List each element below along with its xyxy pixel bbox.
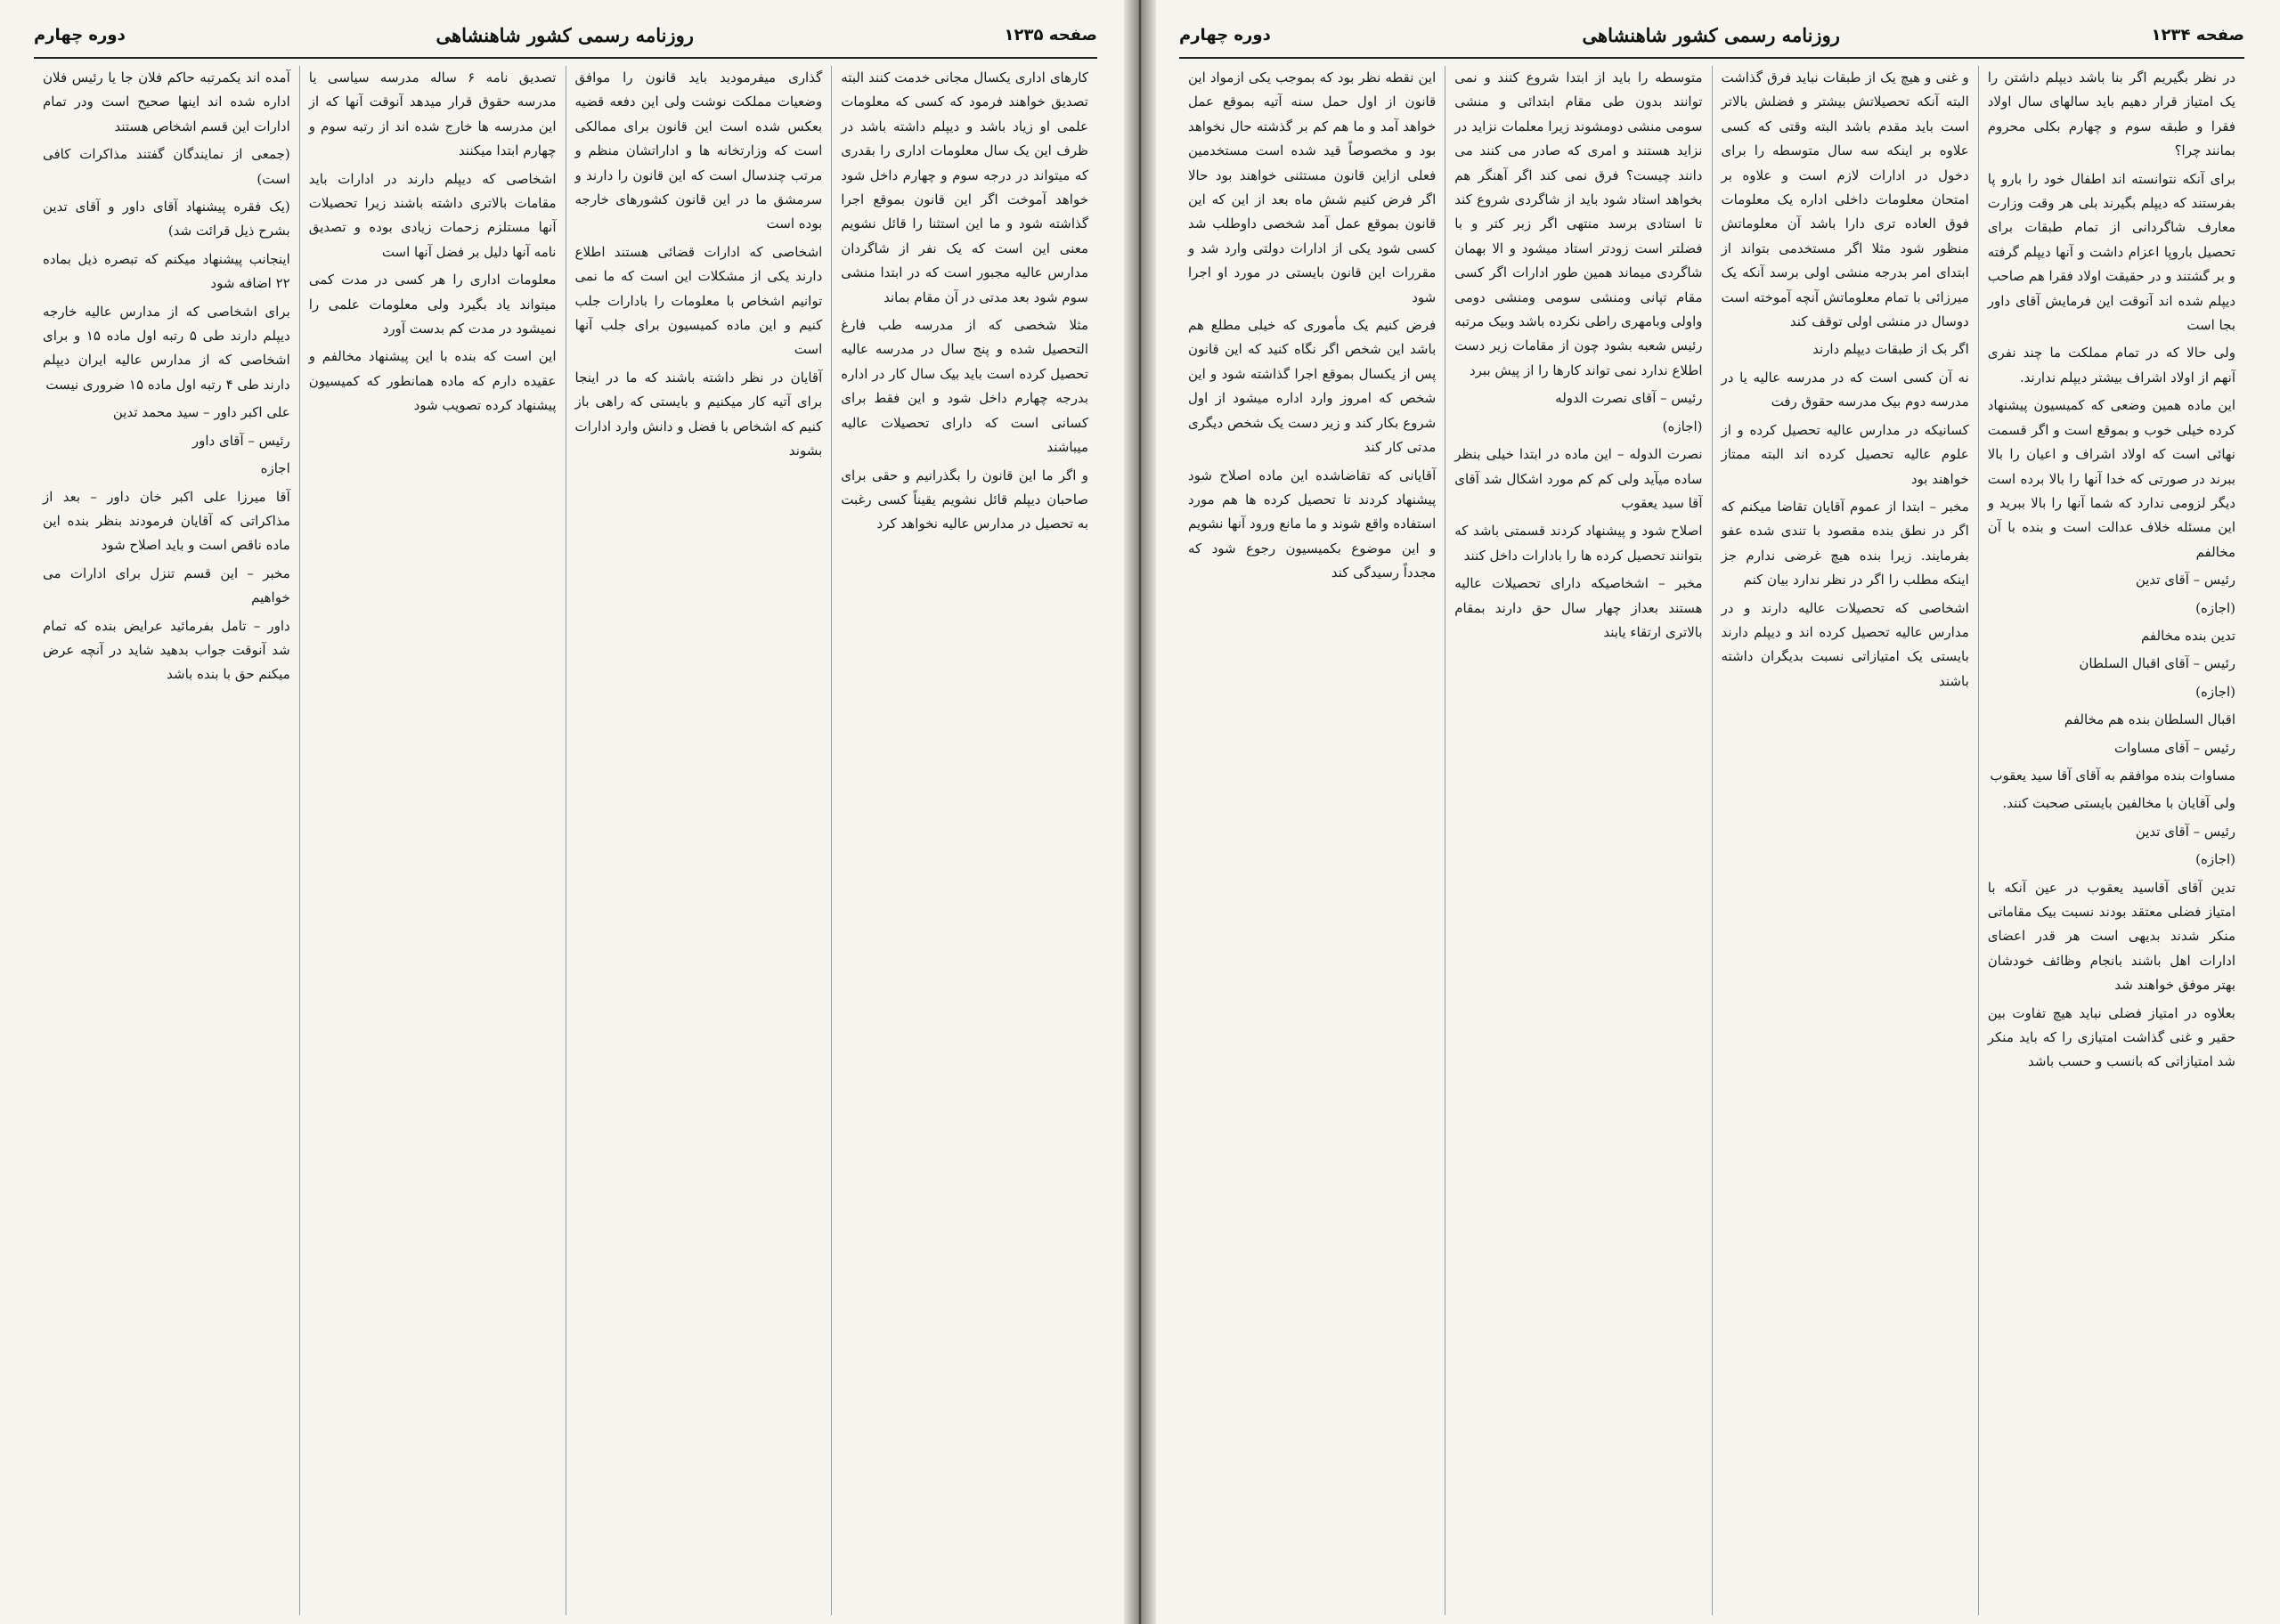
text-column [34, 66, 299, 1615]
paragraph: برای اشخاصی که از مدارس عالیه خارجه دیپلم دارند طی ۵ رتبه اول ماده ۱۵ و برای اشخاصی که از مدارس عالیه ایران دیپلم دارند طی ۴ رتبه اول ماده ۱۵ ضروری نیست [43, 303, 290, 393]
left-page-header [34, 12, 1097, 59]
paragraph: اشخاصی که ادارات قضائی هستند اطلاع دارند یکی از مشکلات این است که ما نمی توانیم اشخاص با معلومات را بادارات جلب کنیم و این ماده کمیسیون برای جلب آنها است [574, 243, 823, 358]
page-number: صفحه ۱۲۳۴ [2151, 25, 2244, 45]
paragraph: ولی آقایان با مخالفین بایستی صحبت کنند. [2002, 795, 2235, 812]
paragraph: (اجازه) [2195, 599, 2235, 616]
newspaper-title: روزنامه رسمی کشور شاهنشاهی [436, 23, 694, 46]
paragraph: برای آنکه نتوانسته اند اطفال خود را بارو پا بفرستند که دیپلم بگیرند بلی هر وقت وزارت معارف شاگردانی از تمام طبقات برای تحصیل باروپا اعزام داشت و آنها دیپلم گرفته و بر گشتند و در حقیقت اولاد فقرا هم صاحب دیپلم شده اند آنوقت این فرمایش آقای داور بجا است [1987, 170, 2235, 334]
paragraph: اینجانب پیشنهاد میکنم که تبصره ذیل بماده ۲۲ اضافه شود [43, 250, 290, 292]
newspaper-title: روزنامه رسمی کشور شاهنشاهی [1582, 23, 1840, 46]
paragraph: اگر بک از طبقات دیپلم دارند [1812, 341, 1969, 358]
paragraph: و اگر ما این قانون را بگذرانیم و حقی برای صاحبان دیپلم قائل نشویم یقیناً کسی رغبت به تحصیل در مدارس عالیه نخواهد کرد [841, 467, 1088, 532]
text-column [1445, 66, 1711, 1615]
text-column [566, 66, 832, 1615]
text-column [1712, 66, 1978, 1615]
paragraph: این ماده همین وضعی که کمیسیون پیشنهاد کرده خیلی خوب و بموقع است و اگر قسمت نهائی است که اولاد اشراف و اعیان را بالا ببرند در صورتی که خدا آنها را بالا برده است دیگر لزومی ندارد که شما آنها را بالا ببرید و این مسئله خلاف عدالت است و بنده با آن مخالفم [1987, 397, 2235, 560]
paragraph: فرض کنیم یک مأموری که خیلی مطلع هم باشد این شخص اگر نگاه کنید که این قانون پس از یکسال بموقع اجرا گذاشته شود و این شخص که امروز وارد اداره میشود از اول شروع بکار کند و زیر دست یک شخص دیگری مدتی کار کند [1188, 317, 1437, 456]
page-number: صفحه ۱۲۳۵ [1004, 25, 1097, 45]
paragraph: مثلا شخصی که از مدرسه طب فارغ التحصیل شده و پنج سال در مدرسه عالیه تحصیل کرده است باید بیک سال کار در اداره بدرجه چهارم داخل شود و این فقط برای کسانی است که دارای تحصیلات عالیه میباشند [841, 317, 1088, 456]
paragraph: اشخاصی که تحصیلات عالیه دارند و در مدارس عالیه تحصیل کرده اند و دیپلم دارند بایستی یک امتیازاتی نسبت بدیگران داشته باشند [1721, 599, 1969, 689]
paragraph: آقایان در نظر داشته باشند که ما در اینجا برای آتیه کار میکنیم و بایستی که راهی باز کنیم که اشخاص با فضل و دانش وارد ادارات بشوند [574, 369, 823, 459]
book-gutter [1124, 0, 1156, 1624]
paragraph: (اجازه) [2195, 851, 2235, 868]
paragraph: نه آن کسی است که در مدرسه عالیه یا در مدرسه دوم بیک مدرسه حقوق رفت [1721, 369, 1969, 410]
paragraph: (یک فقره پیشنهاد آقای داور و آقای تدین بشرح ذیل قرائت شد) [43, 199, 290, 240]
paragraph: کسانیکه در مدارس عالیه تحصیل کرده و از علوم عالیه تحصیل کرده اند البته ممتاز خواهند بود [1721, 421, 1969, 487]
paragraph: آمده اند یکمرتبه حاکم فلان جا یا رئیس فلان اداره شده اند اینها صحیح است ودر تمام ادارات این قسم اشخاص هستند [43, 69, 290, 134]
paragraph: رئیس – آقای اقبال السلطان [2079, 655, 2235, 672]
paragraph: تدین آقای آقاسید یعقوب در عین آنکه با امتیاز فضلی معتقد بودند نسبت بیک مقاماتی منکر شدند بدیهی است هر قدر اعضای ادارات اهل باشند بانجام وظائف خودشان بهتر موفق خواهند شد [1987, 879, 2235, 994]
paragraph: گذاری میفرمودید باید قانون را موافق وضعیات مملکت نوشت ولی این دفعه قضیه بعکس شده است این قانون برای ممالکی است که وزارتخانه ها و اداراتشان منظم و مرتب چندسال است که این قانون را دارند و سرمشق ما در این قانون کشورهای خارجه بوده است [574, 69, 823, 232]
right-page-columns [1179, 66, 2244, 1615]
paragraph: و غنی و هیچ یک از طبقات نباید فرق گذاشت البته آنکه تحصیلاتش بیشتر و فضلش بالاتر است باید مقدم باشد البته وقتی که کسی علاوه بر اینکه سه سال متوسطه را برای دخول در ادارات لازم است و علاوه بر امتحان معلومات داخلی اداره یک معلومات فوق العاده تری دارا باشد آن معلوماتش منظور شود مثلا اگر مستخدمی بتواند از ابتدای امر بدرجه منشی اولی برسد آنکه یک میرزائی با تمام معلوماتش آنچه آموخته است دوسال در منشی اولی توقف کند [1721, 69, 1969, 330]
text-column [1179, 66, 1445, 1615]
paragraph: مخبر – اشخاصیکه دارای تحصیلات عالیه هستند بعداز چهار سال حق دارند بمقام بالاتری ارتقاء یابند [1454, 575, 1703, 640]
paragraph: اقبال السلطان بنده هم مخالفم [2064, 711, 2235, 728]
text-column [299, 66, 566, 1615]
paragraph: (جمعی از نمایندگان گفتند مذاکرات کافی است) [43, 146, 290, 187]
paragraph: این است که بنده با این پیشنهاد مخالفم و عقیده دارم که ماده همانطور که کمیسیون پیشنهاد کرده تصویب شود [308, 348, 557, 414]
paragraph: بعلاوه در امتیاز فضلی نباید هیچ تفاوت بین حقیر و غنی گذاشت امتیازی را که باید منکر شد امتیازاتی که بانسب و حسب باشد [1987, 1004, 2235, 1070]
paragraph: متوسطه را باید از ابتدا شروع کنند و نمی توانند بدون طی مقام ابتدائی و منشی سومی منشی دومشوند زیرا معلمات نزاید در نزاید هستند و امری که صادر می کنند می دانند چیست؟ فرق نمی کند اگر آهنگر هم بخواهد استاد شود باید از شاگردی شروع کند تا استادی برسد منتهی اگر زبر کتر و با فضلتر است زودتر استاد میشود و الا بهمان شاگردی میماند همین طور ادارات اگر کسی مقام تپانی ومنشی سومی ومنشی دومی واولی وبامهری راطی نکرده باشد وبیک مرتبه رئیس شعبه بشود چون از مقامات زیر دست اطلاع ندارد نمی تواند کارها را از پیش ببرد [1454, 69, 1703, 378]
paragraph: مخبر – این قسم تنزل برای ادارات می خواهیم [43, 564, 290, 606]
paragraph: داور – تامل بفرمائید عرایض بنده که تمام شد آنوقت جواب بدهید شاید در آنچه عرض میکنم حق با بنده باشد [43, 617, 290, 683]
period-label: دوره چهارم [1179, 25, 1271, 45]
paragraph: (اجازه) [1662, 418, 1703, 434]
paragraph: رئیس – آقای تدین [2135, 572, 2235, 589]
paragraph: تصدیق نامه ۶ ساله مدرسه سیاسی یا مدرسه حقوق قرار میدهد آنوقت آنها که از این مدرسه ها خارج شده اند از رتبه سوم و چهارم ابتدا میکنند [308, 69, 557, 159]
paragraph: مخبر – ابتدا از عموم آقایان تقاضا میکنم که اگر در نطق بنده مقصود با تندی شده عفو بفرمایند. زیرا بنده هیچ غرضی ندارم جز اینکه مطلب را اگر در نظر ندارد بیان کنم [1721, 498, 1969, 589]
left-page-columns [34, 66, 1097, 1615]
paragraph: این نقطه نظر بود که بموجب یکی ازمواد این قانون از اول حمل سنه آتیه بموقع عمل خواهد آمد و ما هم کم بر گذشته حال نخواهد بود و مخصوصاً قید شده است مستخدمین فعلی ازاین قانون مستثنی خواهند بود حالا اگر فرض کنیم شش ماه بعد از این که این قانون بموقع عمل آمد شخصی داوطلب شد کسی شود یکی از ادارات دولتی وارد شد و مقررات این قانون بایستی در مورد او اجرا شود [1188, 69, 1437, 305]
paragraph: آقا میرزا علی اکبر خان داور – بعد از مذاکراتی که آقایان فرمودند بنظر بنده این ماده ناقص است و باید اصلاح شود [43, 488, 290, 554]
paragraph: نصرت الدوله – این ماده در ابتدا خیلی بنظر ساده میآید ولی کم کم مورد اشکال شد آقای آقا سید یعقوب [1454, 446, 1703, 511]
paragraph: اصلاح شود و پیشنهاد کردند قسمتی باشد که بتوانند تحصیل کرده ها را بادارات داخل کنند [1454, 523, 1703, 564]
paragraph: (اجازه) [2195, 683, 2235, 700]
period-label: دوره چهارم [34, 25, 126, 45]
paragraph: تدین بنده مخالفم [2140, 627, 2235, 644]
paragraph: معلومات اداری را هر کسی در مدت کمی میتواند یاد بگیرد ولی معلومات علمی را نمیشود در مدت کم بدست آورد [308, 272, 557, 337]
paragraph: اشخاصی که دیپلم دارند در ادارات باید مقامات بالاتری داشته باشند زیرا تحصیلات آنها مستلزم زحمات زیادی بوده و تصدیق نامه آنها دلیل بر فضل آنها است [308, 170, 557, 260]
paragraph: رئیس – آقای داور [191, 432, 290, 449]
paragraph: ولی حالا که در تمام مملکت ما چند نفری آنهم از اولاد اشراف بیشتر دیپلم ندارند. [1987, 345, 2235, 386]
paragraph: آقایانی که تقاضاشده این ماده اصلاح شود پیشنهاد کردند تا تحصیل کرده ها هم مورد استفاده واقع شوند و ما مانع ورود آنها نشویم و این موضوع بکمیسیون رجوع شود که مجدداً رسیدگی کند [1188, 467, 1437, 581]
paragraph: علی اکبر داور – سید محمد تدین [112, 404, 290, 421]
paragraph: رئیس – آقای تدین [2135, 823, 2235, 840]
paragraph: اجازه [260, 460, 290, 477]
paragraph: در نظر بگیریم اگر بنا باشد دیپلم داشتن را یک امتیاز قرار دهیم باید سالهای سال اولاد فقرا و طبقه سوم و چهارم بکلی محروم بمانند چرا؟ [1987, 69, 2235, 159]
paragraph: رئیس – آقای مساوات [2113, 739, 2235, 756]
right-page-header [1179, 12, 2244, 59]
text-column [1978, 66, 2244, 1615]
text-column [831, 66, 1097, 1615]
left-page [0, 0, 1124, 1624]
paragraph: مساوات بنده موافقم به آقای آقا سید یعقوب [1990, 767, 2235, 784]
paragraph: کارهای اداری یکسال مجانی خدمت کنند البته تصدیق خواهند فرمود که کسی که معلومات علمی او زیاد باشد و دیپلم داشته باشد در ظرف این یک سال معلومات اداری را بقدری که میتواند در درجه سوم و چهارم داخل شود خواهد آموخت اگر این قانون بموقع اجرا گذاشته شود و ما این استثنا را قائل نشویم معنی این است که یک نفر از شاگردان مدارس عالیه مجبور است که در ابتدا منشی سوم شود بعد مدتی در آن مقام بماند [841, 69, 1088, 305]
right-page [1156, 0, 2280, 1624]
paragraph: رئیس – آقای نصرت الدوله [1555, 390, 1703, 407]
